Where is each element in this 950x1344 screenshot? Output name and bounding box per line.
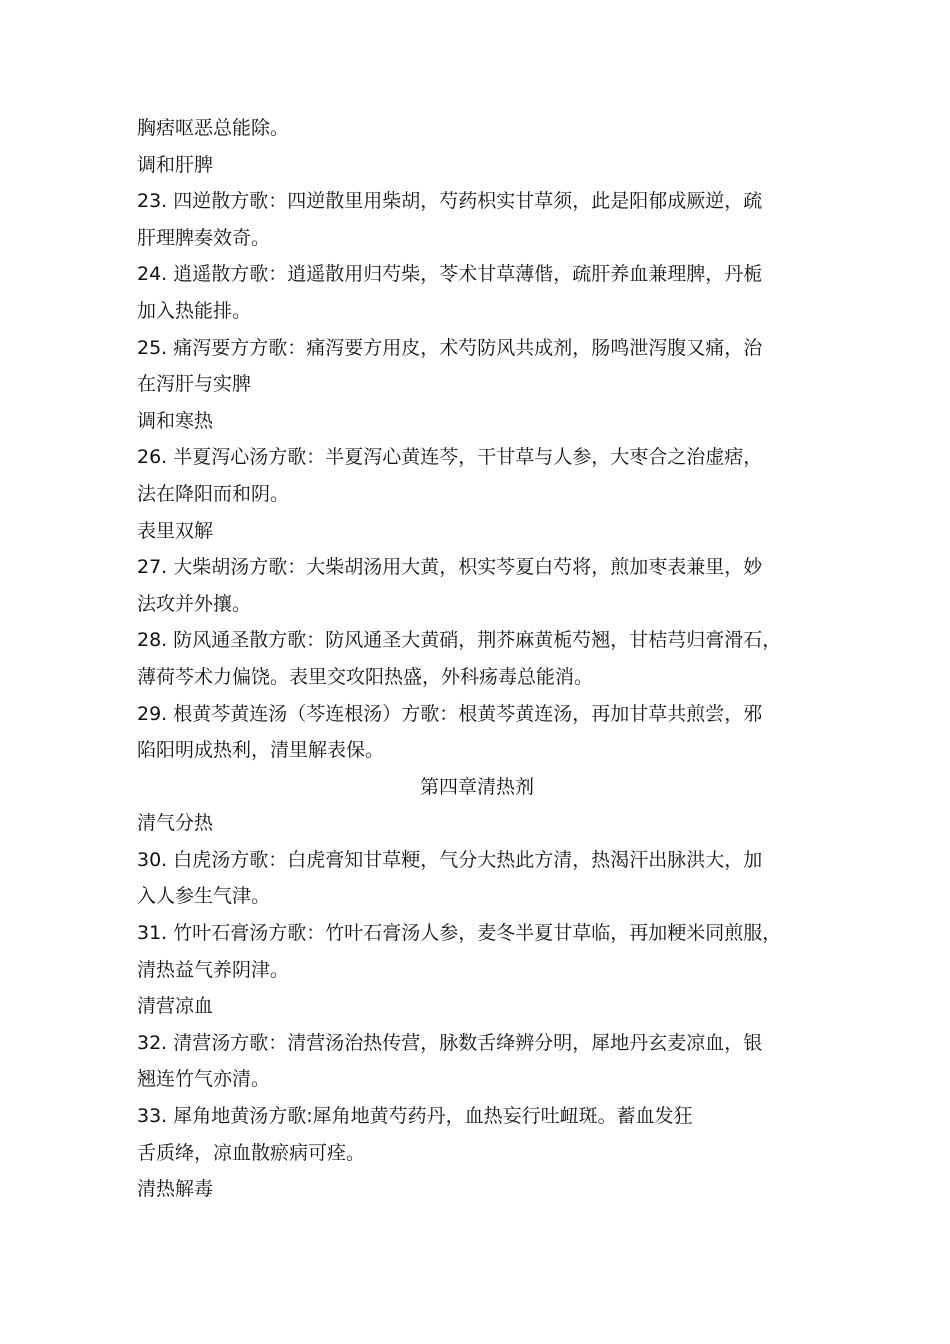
text-line: 28. 防风通圣散方歌：防风通圣大黄硝，荆芥麻黄栀芍翘，甘桔芎归膏滑石， [137,629,782,652]
text-line: 清热益气养阴津。 [137,958,290,981]
text-line: 法攻并外攘。 [137,592,252,615]
text-line: 27. 大柴胡汤方歌：大柴胡汤用大黄，枳实芩夏白芍将，煎加枣表兼里，妙 [137,556,763,579]
text-line: 陷阳明成热利，清里解表保。 [137,739,385,762]
text-line: 入人参生气津。 [137,885,271,908]
text-line: 清气分热 [137,812,214,835]
text-line: 33. 犀角地黄汤方歌:犀角地黄芍药丹，血热妄行吐衄斑。蓄血发狂 [137,1105,693,1128]
text-line: 调和肝脾 [137,153,214,176]
text-line: 29. 根黄芩黄连汤（芩连根汤）方歌：根黄芩黄连汤，再加甘草共煎尝，邪 [137,702,763,725]
chapter-heading: 第四章清热剂 [419,775,534,798]
text-line: 31. 竹叶石膏汤方歌：竹叶石膏汤人参，麦冬半夏甘草临，再加粳米同煎服， [137,922,782,945]
text-line: 调和寒热 [137,409,214,432]
text-line: 25. 痛泻要方方歌：痛泻要方用皮，术芍防风共成剂，肠鸣泄泻腹又痛，治 [137,336,763,359]
text-line: 在泻肝与实脾 [137,373,252,396]
text-line: 32. 清营汤方歌：清营汤治热传营，脉数舌绛辨分明，犀地丹玄麦凉血，银 [137,1031,763,1054]
text-line: 加入热能排。 [137,299,252,322]
text-line: 表里双解 [137,519,214,542]
text-line: 23. 四逆散方歌：四逆散里用柴胡，芍药枳实甘草须，此是阳郁成厥逆，疏 [137,190,763,213]
text-line: 薄荷芩术力偏饶。表里交攻阳热盛，外科疡毒总能消。 [137,665,594,688]
document-page [137,110,817,1208]
text-line: 30. 白虎汤方歌：白虎膏知甘草粳，气分大热此方清，热渴汗出脉洪大，加 [137,848,763,871]
text-line: 肝理脾奏效奇。 [137,226,271,249]
text-line: 24. 逍遥散方歌：逍遥散用归芍柴，苓术甘草薄偕，疏肝养血兼理脾，丹栀 [137,263,763,286]
text-line: 胸痞呕恶总能除。 [137,117,290,139]
text-line: 舌质绛，凉血散瘀病可痊。 [137,1141,366,1164]
text-line: 法在降阳而和阴。 [137,482,290,505]
text-line: 26. 半夏泻心汤方歌：半夏泻心黄连芩，干甘草与人参，大枣合之治虚痞， [137,446,763,469]
text-line: 清营凉血 [137,995,214,1018]
text-line: 清热解毒 [137,1178,214,1201]
text-line: 翘连竹气亦清。 [137,1068,271,1091]
